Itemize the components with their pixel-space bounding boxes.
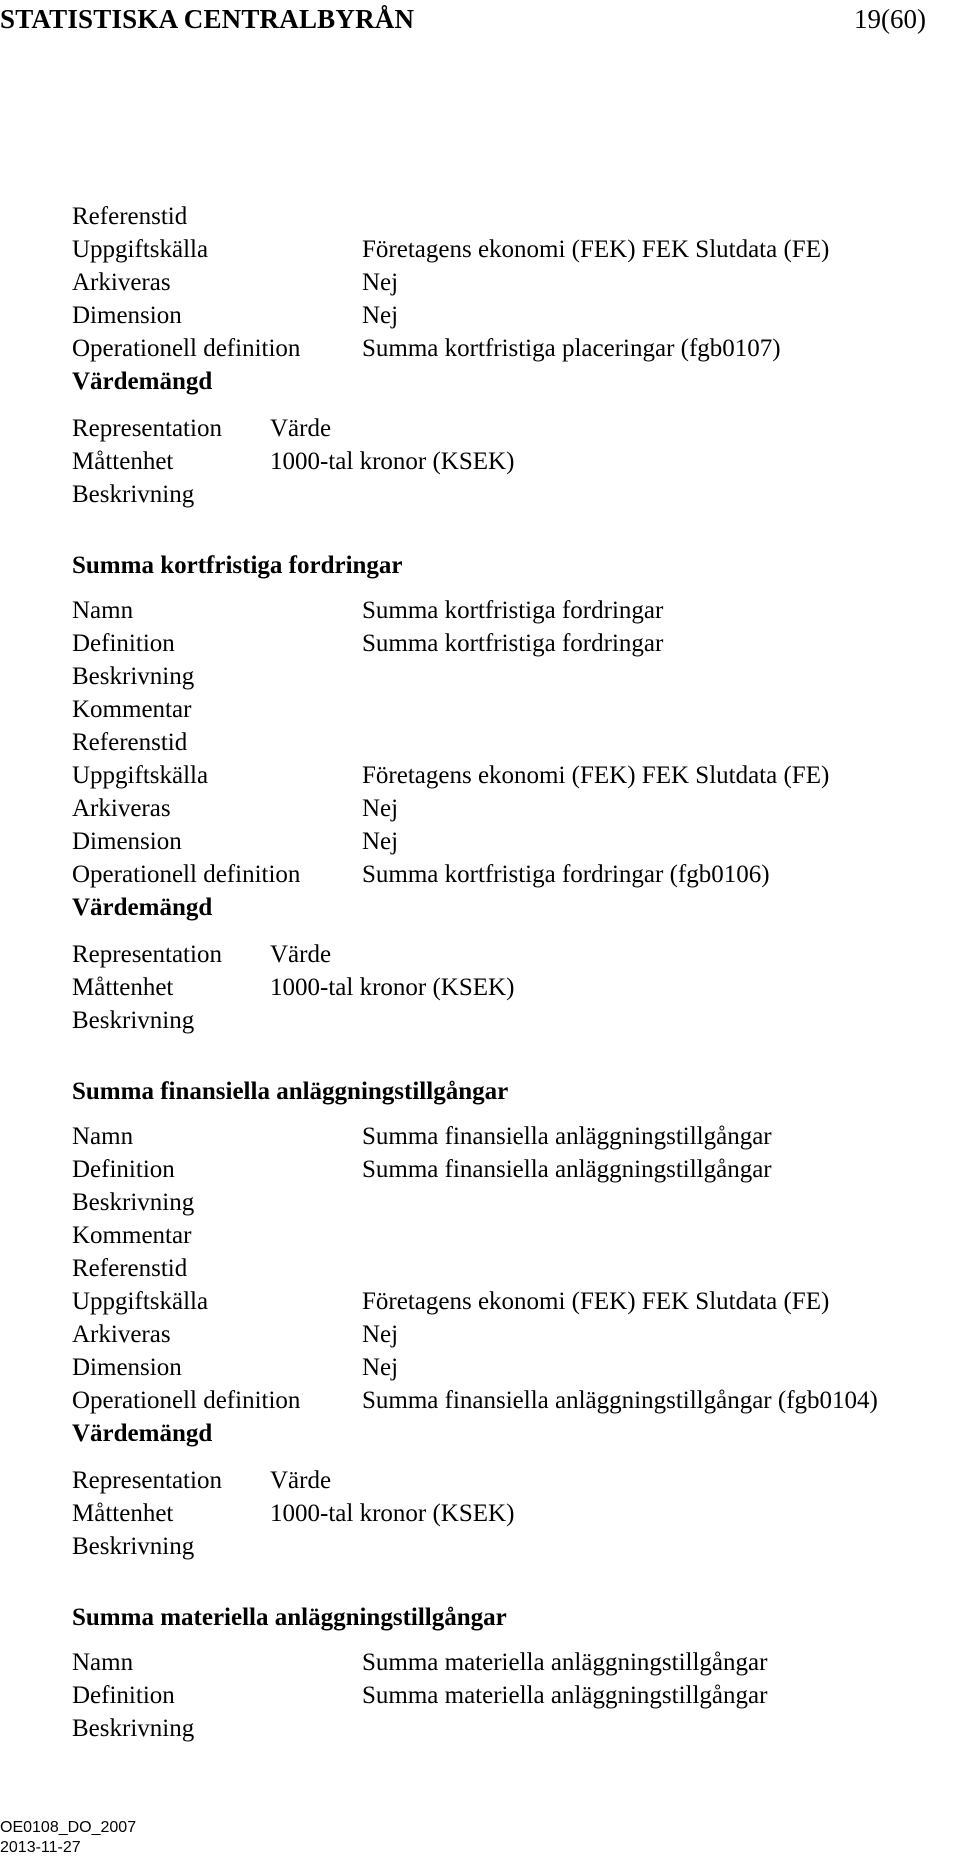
variable-section bbox=[72, 549, 952, 1037]
field-label: Uppgiftskälla bbox=[72, 236, 209, 263]
field-label: Representation bbox=[72, 941, 222, 968]
field-label: Namn bbox=[72, 1123, 134, 1150]
field-label: Kommentar bbox=[72, 1222, 192, 1249]
field-label: Referenstid bbox=[72, 203, 188, 230]
field-label: Definition bbox=[72, 1156, 175, 1183]
field-row-dimension bbox=[72, 299, 952, 332]
field-label: Representation bbox=[72, 415, 222, 442]
field-label: Namn bbox=[72, 1649, 134, 1676]
field-value: Summa kortfristiga fordringar bbox=[362, 597, 664, 624]
field-row-dimension bbox=[72, 1351, 952, 1384]
field-row-operationell-definition bbox=[72, 332, 952, 365]
field-row-namn bbox=[72, 1120, 952, 1153]
field-row-beskrivning bbox=[72, 1530, 952, 1563]
vardemangd-heading: Värdemängd bbox=[72, 894, 213, 921]
field-label: Arkiveras bbox=[72, 1321, 171, 1348]
field-label: Representation bbox=[72, 1467, 222, 1494]
field-label: Referenstid bbox=[72, 1255, 188, 1282]
field-row-mattenhet bbox=[72, 1497, 952, 1530]
field-row-arkiveras bbox=[72, 1318, 952, 1351]
field-label: Beskrivning bbox=[72, 1007, 195, 1034]
field-row-mattenhet bbox=[72, 971, 952, 1004]
field-value: Summa kortfristiga fordringar bbox=[362, 630, 664, 657]
representation-block bbox=[72, 412, 952, 511]
field-value: Nej bbox=[362, 269, 399, 296]
field-row-representation bbox=[72, 1464, 952, 1497]
field-value: 1000-tal kronor (KSEK) bbox=[270, 448, 515, 475]
variable-section bbox=[72, 1601, 952, 1745]
field-row-uppgiftskalla bbox=[72, 759, 952, 792]
vardemangd-heading: Värdemängd bbox=[72, 368, 213, 395]
field-value: Värde bbox=[270, 941, 332, 968]
field-value: Summa finansiella anläggningstillgångar (fgb0104) bbox=[362, 1387, 878, 1414]
footer-date: 2013-11-27 bbox=[0, 1839, 81, 1856]
field-label: Beskrivning bbox=[72, 481, 195, 508]
field-row-representation bbox=[72, 412, 952, 445]
field-row-operationell-definition bbox=[72, 1384, 952, 1417]
field-label: Beskrivning bbox=[72, 1533, 195, 1560]
field-label: Arkiveras bbox=[72, 269, 171, 296]
field-label: Dimension bbox=[72, 302, 182, 329]
document-content bbox=[72, 200, 952, 1745]
field-row-referenstid bbox=[72, 1252, 952, 1285]
field-row-operationell-definition bbox=[72, 858, 952, 891]
field-label: Uppgiftskälla bbox=[72, 1288, 209, 1315]
field-row-beskrivning bbox=[72, 1712, 952, 1745]
field-value: Nej bbox=[362, 795, 399, 822]
field-row-beskrivning bbox=[72, 478, 952, 511]
field-value: Företagens ekonomi (FEK) FEK Slutdata (FE) bbox=[362, 236, 830, 263]
field-label: Operationell definition bbox=[72, 335, 301, 362]
field-value: Summa materiella anläggningstillgångar bbox=[362, 1682, 768, 1709]
field-label: Dimension bbox=[72, 828, 182, 855]
field-label: Arkiveras bbox=[72, 795, 171, 822]
field-label: Operationell definition bbox=[72, 861, 301, 888]
field-label: Definition bbox=[72, 630, 175, 657]
top-variable-block bbox=[72, 200, 952, 511]
field-value: 1000-tal kronor (KSEK) bbox=[270, 974, 515, 1001]
field-row-uppgiftskalla bbox=[72, 233, 952, 266]
vardemangd-heading: Värdemängd bbox=[72, 1420, 213, 1447]
field-value: Nej bbox=[362, 1354, 399, 1381]
field-row-definition bbox=[72, 627, 952, 660]
representation-block bbox=[72, 938, 952, 1037]
field-label: Beskrivning bbox=[72, 663, 195, 690]
field-row-mattenhet bbox=[72, 445, 952, 478]
field-row-arkiveras bbox=[72, 792, 952, 825]
page-header bbox=[0, 4, 926, 35]
field-row-kommentar bbox=[72, 1219, 952, 1252]
section-title: Summa kortfristiga fordringar bbox=[72, 552, 403, 579]
field-value: Summa materiella anläggningstillgångar bbox=[362, 1649, 768, 1676]
field-label: Dimension bbox=[72, 1354, 182, 1381]
field-label: Måttenhet bbox=[72, 1500, 174, 1527]
field-row-dimension bbox=[72, 825, 952, 858]
field-label: Beskrivning bbox=[72, 1189, 195, 1216]
field-value: Summa finansiella anläggningstillgångar bbox=[362, 1156, 772, 1183]
field-row-uppgiftskalla bbox=[72, 1285, 952, 1318]
field-row-referenstid bbox=[72, 200, 952, 233]
representation-block bbox=[72, 1464, 952, 1563]
field-value: Nej bbox=[362, 828, 399, 855]
footer-doc-id: OE0108_DO_2007 bbox=[0, 1819, 137, 1836]
field-label: Måttenhet bbox=[72, 448, 174, 475]
field-row-referenstid bbox=[72, 726, 952, 759]
page-number: 19(60) bbox=[854, 4, 926, 34]
field-row-definition bbox=[72, 1679, 952, 1712]
field-label: Måttenhet bbox=[72, 974, 174, 1001]
field-value: Värde bbox=[270, 1467, 332, 1494]
field-value: Nej bbox=[362, 302, 399, 329]
field-label: Namn bbox=[72, 597, 134, 624]
section-title: Summa materiella anläggningstillgångar bbox=[72, 1604, 507, 1631]
page-footer bbox=[0, 1818, 136, 1858]
field-row-definition bbox=[72, 1153, 952, 1186]
field-label: Kommentar bbox=[72, 696, 192, 723]
field-label: Definition bbox=[72, 1682, 175, 1709]
field-label: Operationell definition bbox=[72, 1387, 301, 1414]
field-value: Värde bbox=[270, 415, 332, 442]
field-value: Företagens ekonomi (FEK) FEK Slutdata (FE) bbox=[362, 762, 830, 789]
field-row-beskrivning bbox=[72, 1004, 952, 1037]
variable-section bbox=[72, 1075, 952, 1563]
field-row-beskrivning bbox=[72, 1186, 952, 1219]
field-value: 1000-tal kronor (KSEK) bbox=[270, 1500, 515, 1527]
field-row-namn bbox=[72, 594, 952, 627]
field-row-kommentar bbox=[72, 693, 952, 726]
field-label: Uppgiftskälla bbox=[72, 762, 209, 789]
field-label: Referenstid bbox=[72, 729, 188, 756]
field-value: Företagens ekonomi (FEK) FEK Slutdata (FE) bbox=[362, 1288, 830, 1315]
field-value: Summa kortfristiga placeringar (fgb0107) bbox=[362, 335, 781, 362]
field-value: Nej bbox=[362, 1321, 399, 1348]
section-title: Summa finansiella anläggningstillgångar bbox=[72, 1078, 509, 1105]
field-label: Beskrivning bbox=[72, 1715, 195, 1742]
field-value: Summa finansiella anläggningstillgångar bbox=[362, 1123, 772, 1150]
field-row-beskrivning bbox=[72, 660, 952, 693]
document-title: STATISTISKA CENTRALBYRÅN bbox=[0, 4, 415, 34]
field-row-representation bbox=[72, 938, 952, 971]
field-value: Summa kortfristiga fordringar (fgb0106) bbox=[362, 861, 770, 888]
field-row-namn bbox=[72, 1646, 952, 1679]
field-row-arkiveras bbox=[72, 266, 952, 299]
